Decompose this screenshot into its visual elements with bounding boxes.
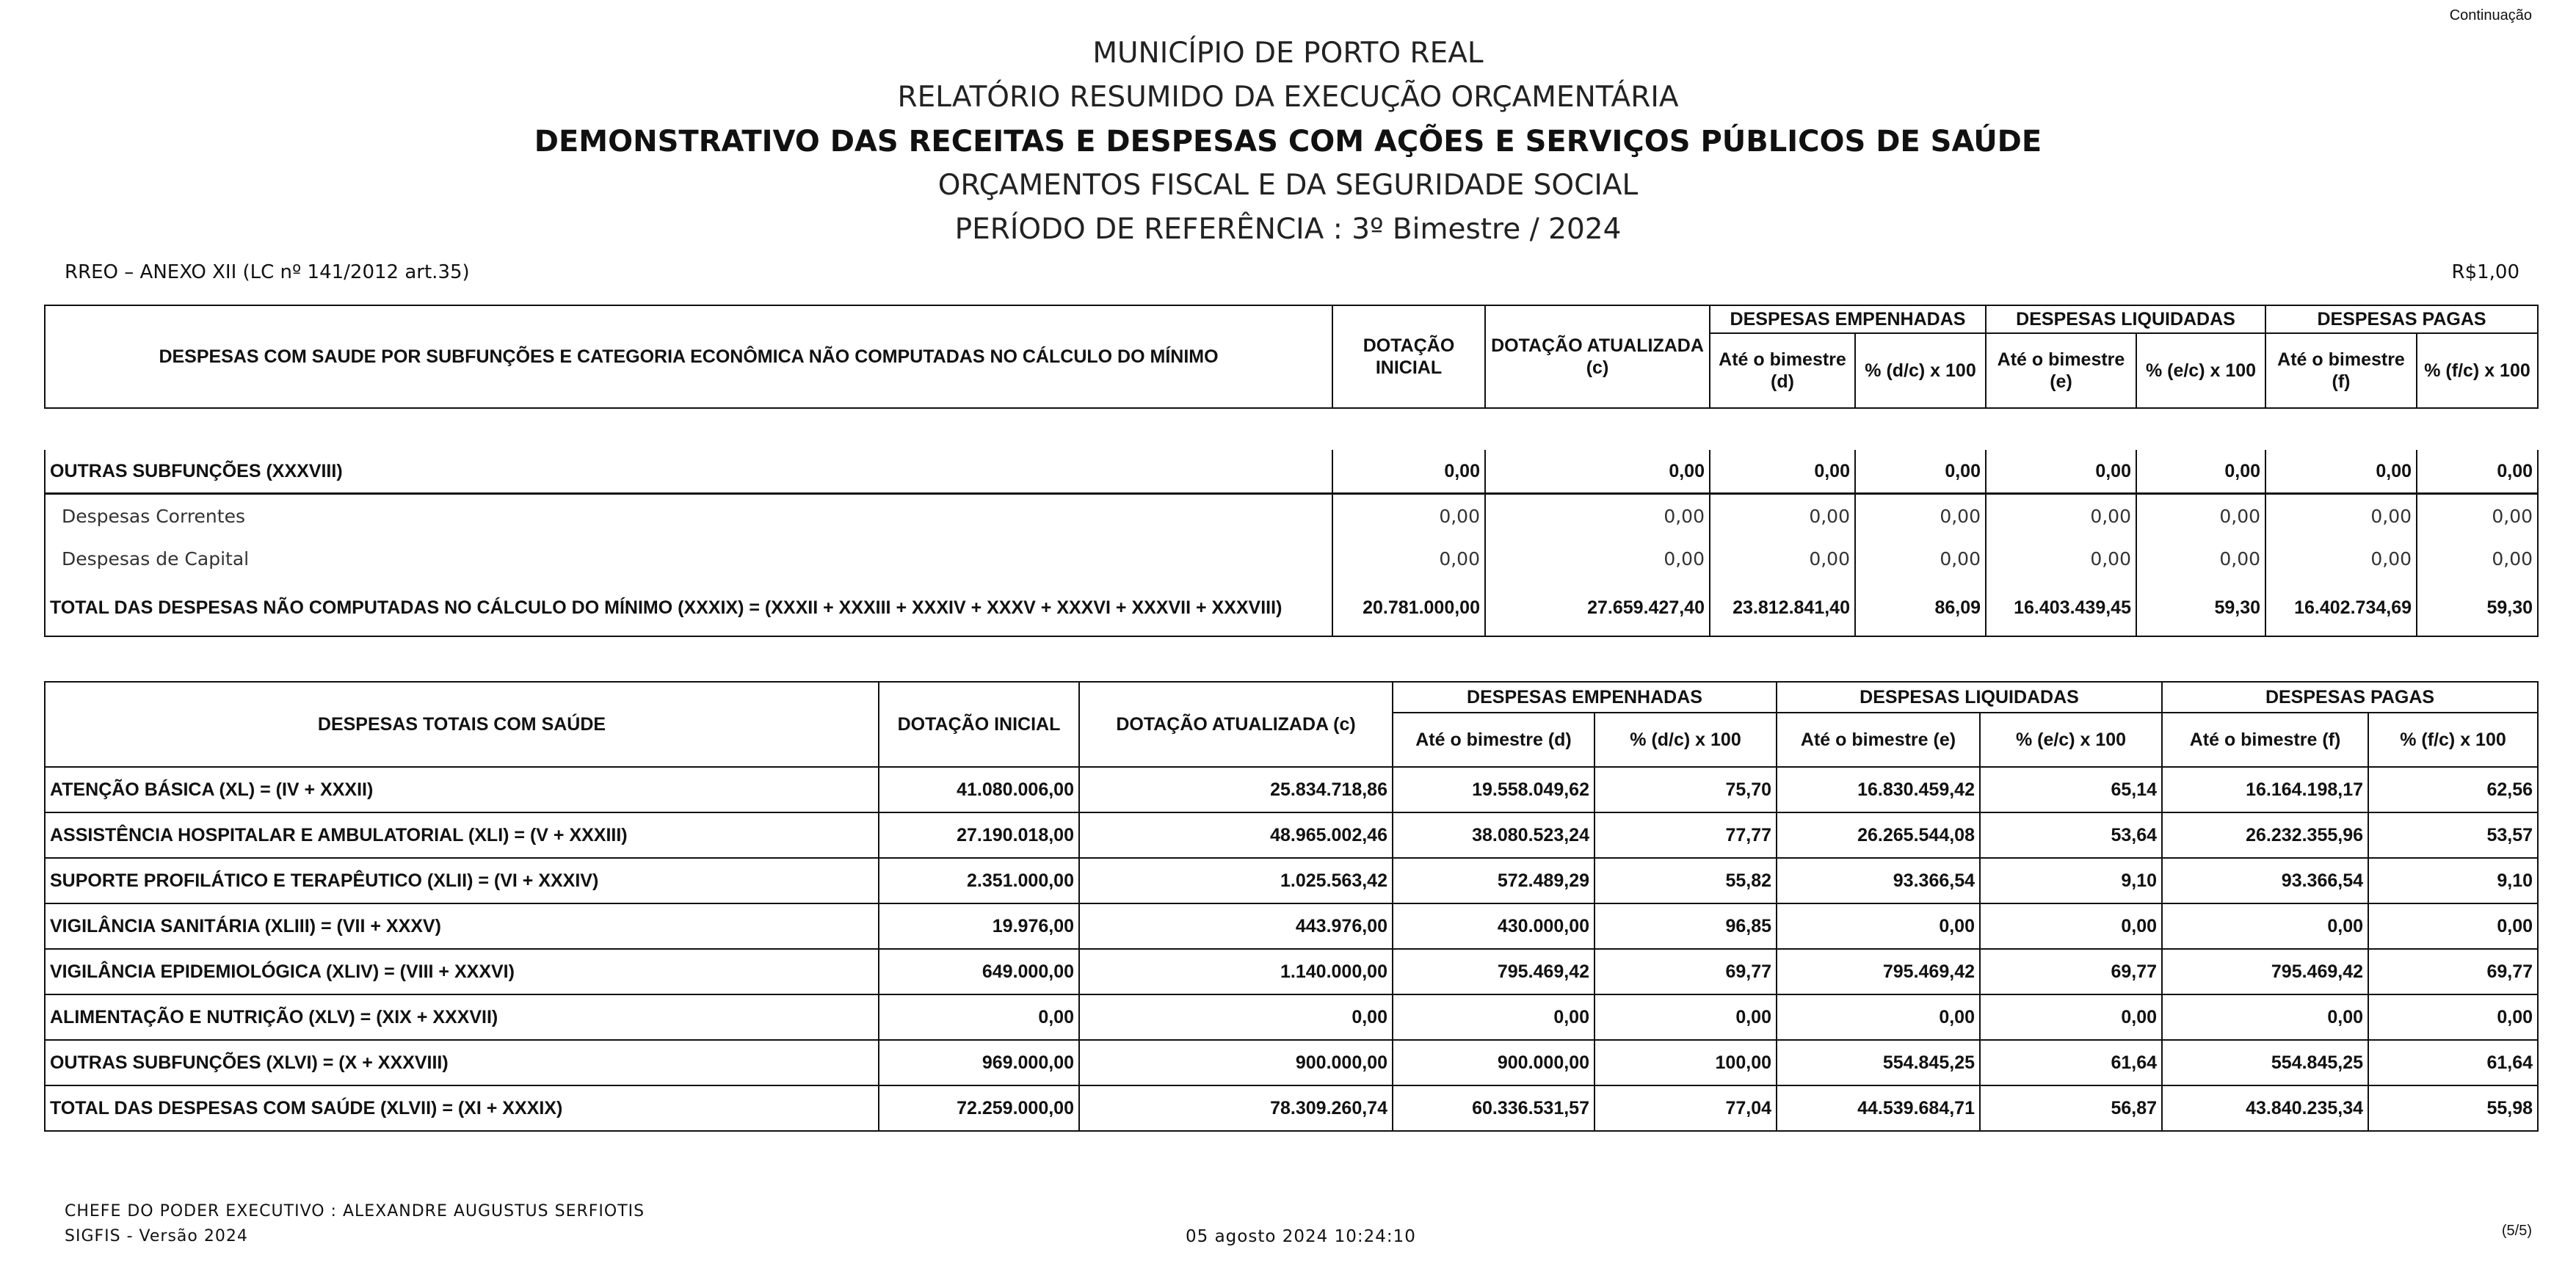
report-title: RELATÓRIO RESUMIDO DA EXECUÇÃO ORÇAMENTÁRIA <box>897 81 1679 114</box>
t2-header-pct-f: % (f/c) x 100 <box>2368 713 2538 767</box>
cell: 795.469,42 <box>2162 949 2368 994</box>
cell: 38.080.523,24 <box>1393 812 1594 858</box>
cell: 62,56 <box>2368 767 2538 812</box>
cell: 93.366,54 <box>2162 858 2368 903</box>
cell: 96,85 <box>1594 903 1777 949</box>
cell: 86,09 <box>1855 580 1986 636</box>
t2-header-empenhadas: DESPESAS EMPENHADAS <box>1393 682 1777 713</box>
cell: 0,00 <box>2136 537 2265 580</box>
table-row <box>45 767 2538 812</box>
t2-header-dotacao-atualizada: DOTAÇÃO ATUALIZADA (c) <box>1079 682 1393 767</box>
cell: 59,30 <box>2417 580 2538 636</box>
cell: 16.402.734,69 <box>2265 580 2417 636</box>
t1-header-dotacao-atualizada: DOTAÇÃO ATUALIZADA (c) <box>1485 305 1710 408</box>
t2-header-ate-f: Até o bimestre (f) <box>2162 713 2368 767</box>
cell: 59,30 <box>2136 580 2265 636</box>
cell: 48.965.002,46 <box>1079 812 1393 858</box>
t1-header-pct-f: % (f/c) x 100 <box>2417 333 2538 408</box>
row-label: VIGILÂNCIA SANITÁRIA (XLIII) = (VII + XXXV) <box>45 903 879 949</box>
t2-header-ate-d: Até o bimestre (d) <box>1393 713 1594 767</box>
cell: 56,87 <box>1980 1085 2162 1131</box>
row-label: ATENÇÃO BÁSICA (XL) = (IV + XXXII) <box>45 767 879 812</box>
table-row <box>45 1085 2538 1131</box>
cell: 572.489,29 <box>1393 858 1594 903</box>
t2-header-pct-e: % (e/c) x 100 <box>1980 713 2162 767</box>
currency-unit: R$1,00 <box>2451 261 2519 283</box>
cell: 0,00 <box>1777 903 1980 949</box>
cell: 0,00 <box>2368 994 2538 1040</box>
cell: 0,00 <box>1986 537 2136 580</box>
cell: 795.469,42 <box>1777 949 1980 994</box>
cell: 0,00 <box>1079 994 1393 1040</box>
budget-title: ORÇAMENTOS FISCAL E DA SEGURIDADE SOCIAL <box>937 169 1639 202</box>
cell: 9,10 <box>2368 858 2538 903</box>
report-datetime: 05 agosto 2024 10:24:10 <box>1186 1227 1416 1246</box>
row-label: ALIMENTAÇÃO E NUTRIÇÃO (XLV) = (XIX + XXXVII) <box>45 994 879 1040</box>
cell: 19.976,00 <box>879 903 1079 949</box>
cell: 77,77 <box>1594 812 1777 858</box>
cell: 649.000,00 <box>879 949 1079 994</box>
total-health-expenses-table <box>44 681 2539 1132</box>
cell: 0,00 <box>1986 450 2136 494</box>
cell: 0,00 <box>879 994 1079 1040</box>
period-title: PERÍODO DE REFERÊNCIA : 3º Bimestre / 2024 <box>954 213 1622 246</box>
t1-header-description: DESPESAS COM SAUDE POR SUBFUNÇÕES E CATEGORIA ECONÔMICA NÃO COMPUTADAS NO CÁLCULO DO MÍNIMO <box>45 305 1332 408</box>
cell: 26.232.355,96 <box>2162 812 2368 858</box>
t1-header-ate-f: Até o bimestre (f) <box>2265 333 2417 408</box>
cell: 0,00 <box>2265 537 2417 580</box>
system-version: SIGFIS - Versão 2024 <box>65 1227 248 1245</box>
municipality-title: MUNICÍPIO DE PORTO REAL <box>1092 37 1484 70</box>
cell: 2.351.000,00 <box>879 858 1079 903</box>
cell: 26.265.544,08 <box>1777 812 1980 858</box>
t1-header-dotacao-inicial: DOTAÇÃO INICIAL <box>1332 305 1485 408</box>
table-row <box>45 903 2538 949</box>
cell: 0,00 <box>2265 494 2417 538</box>
cell: 0,00 <box>2417 537 2538 580</box>
cell: 41.080.006,00 <box>879 767 1079 812</box>
cell: 19.558.049,62 <box>1393 767 1594 812</box>
t2-header-liquidadas: DESPESAS LIQUIDADAS <box>1777 682 2162 713</box>
cell: 55,82 <box>1594 858 1777 903</box>
row-label: TOTAL DAS DESPESAS COM SAÚDE (XLVII) = (XI + XXXIX) <box>45 1085 879 1131</box>
cell: 77,04 <box>1594 1085 1777 1131</box>
cell: 16.164.198,17 <box>2162 767 2368 812</box>
row-label: Despesas de Capital <box>45 537 1332 580</box>
cell: 0,00 <box>1986 494 2136 538</box>
row-label: OUTRAS SUBFUNÇÕES (XLVI) = (X + XXXVIII) <box>45 1040 879 1085</box>
cell: 0,00 <box>1485 537 1710 580</box>
cell: 16.403.439,45 <box>1986 580 2136 636</box>
cell: 795.469,42 <box>1393 949 1594 994</box>
table-row <box>45 994 2538 1040</box>
table-row <box>45 580 2538 636</box>
cell: 0,00 <box>2417 450 2538 494</box>
table-row <box>45 537 2538 580</box>
t2-header-ate-e: Até o bimestre (e) <box>1777 713 1980 767</box>
cell: 60.336.531,57 <box>1393 1085 1594 1131</box>
t1-header-liquidadas: DESPESAS LIQUIDADAS <box>1986 305 2265 333</box>
cell: 55,98 <box>2368 1085 2538 1131</box>
cell: 61,64 <box>2368 1040 2538 1085</box>
annex-label: RREO – ANEXO XII (LC nº 141/2012 art.35) <box>65 261 470 283</box>
cell: 0,00 <box>2136 450 2265 494</box>
cell: 0,00 <box>1710 494 1855 538</box>
cell: 75,70 <box>1594 767 1777 812</box>
continuation-label: Continuação <box>2449 7 2532 23</box>
cell: 16.830.459,42 <box>1777 767 1980 812</box>
cell: 0,00 <box>1855 494 1986 538</box>
cell: 0,00 <box>1855 537 1986 580</box>
cell: 69,77 <box>2368 949 2538 994</box>
row-label: VIGILÂNCIA EPIDEMIOLÓGICA (XLIV) = (VIII + XXXVI) <box>45 949 879 994</box>
cell: 0,00 <box>1980 903 2162 949</box>
cell: 27.190.018,00 <box>879 812 1079 858</box>
cell: 25.834.718,86 <box>1079 767 1393 812</box>
cell: 900.000,00 <box>1079 1040 1393 1085</box>
page-number: (5/5) <box>2501 1223 2532 1239</box>
cell: 65,14 <box>1980 767 2162 812</box>
cell: 0,00 <box>1777 994 1980 1040</box>
cell: 72.259.000,00 <box>879 1085 1079 1131</box>
table-row <box>45 1040 2538 1085</box>
cell: 0,00 <box>1855 450 1986 494</box>
table-row <box>45 949 2538 994</box>
t1-header-empenhadas: DESPESAS EMPENHADAS <box>1710 305 1986 333</box>
cell: 53,64 <box>1980 812 2162 858</box>
cell: 0,00 <box>1485 450 1710 494</box>
t2-header-pagas: DESPESAS PAGAS <box>2162 682 2538 713</box>
cell: 0,00 <box>1332 537 1485 580</box>
cell: 0,00 <box>2368 903 2538 949</box>
t1-header-ate-d: Até o bimestre (d) <box>1710 333 1855 408</box>
row-label: OUTRAS SUBFUNÇÕES (XXXVIII) <box>45 450 1332 494</box>
executive-chief: CHEFE DO PODER EXECUTIVO : ALEXANDRE AUGUSTUS SERFIOTIS <box>65 1202 645 1220</box>
cell: 78.309.260,74 <box>1079 1085 1393 1131</box>
cell: 0,00 <box>1393 994 1594 1040</box>
table-row <box>45 494 2538 538</box>
row-label: Despesas Correntes <box>45 494 1332 538</box>
t1-header-pct-e: % (e/c) x 100 <box>2136 333 2265 408</box>
t2-header-description: DESPESAS TOTAIS COM SAÚDE <box>45 682 879 767</box>
statement-title: DEMONSTRATIVO DAS RECEITAS E DESPESAS COM AÇÕES E SERVIÇOS PÚBLICOS DE SAÚDE <box>534 125 2042 159</box>
cell: 20.781.000,00 <box>1332 580 1485 636</box>
cell: 0,00 <box>2136 494 2265 538</box>
cell: 1.140.000,00 <box>1079 949 1393 994</box>
cell: 0,00 <box>1485 494 1710 538</box>
cell: 23.812.841,40 <box>1710 580 1855 636</box>
cell: 53,57 <box>2368 812 2538 858</box>
cell: 969.000,00 <box>879 1040 1079 1085</box>
t1-header-pct-d: % (d/c) x 100 <box>1855 333 1986 408</box>
t1-header-ate-e: Até o bimestre (e) <box>1986 333 2136 408</box>
table-row <box>45 858 2538 903</box>
cell: 93.366,54 <box>1777 858 1980 903</box>
cell: 0,00 <box>2417 494 2538 538</box>
cell: 430.000,00 <box>1393 903 1594 949</box>
cell: 0,00 <box>2162 994 2368 1040</box>
cell: 0,00 <box>1332 450 1485 494</box>
table-row <box>45 450 2538 494</box>
cell: 554.845,25 <box>2162 1040 2368 1085</box>
cell: 0,00 <box>1594 994 1777 1040</box>
cell: 554.845,25 <box>1777 1040 1980 1085</box>
cell: 100,00 <box>1594 1040 1777 1085</box>
t2-header-dotacao-inicial: DOTAÇÃO INICIAL <box>879 682 1079 767</box>
cell: 443.976,00 <box>1079 903 1393 949</box>
cell: 61,64 <box>1980 1040 2162 1085</box>
cell: 0,00 <box>1710 537 1855 580</box>
non-computed-expenses-table <box>44 305 2539 637</box>
cell: 0,00 <box>1980 994 2162 1040</box>
cell: 0,00 <box>2162 903 2368 949</box>
cell: 900.000,00 <box>1393 1040 1594 1085</box>
t1-header-pagas: DESPESAS PAGAS <box>2265 305 2538 333</box>
table-row <box>45 812 2538 858</box>
cell: 44.539.684,71 <box>1777 1085 1980 1131</box>
cell: 27.659.427,40 <box>1485 580 1710 636</box>
row-label: SUPORTE PROFILÁTICO E TERAPÊUTICO (XLII) = (VI + XXXIV) <box>45 858 879 903</box>
cell: 43.840.235,34 <box>2162 1085 2368 1131</box>
cell: 0,00 <box>1332 494 1485 538</box>
cell: 0,00 <box>2265 450 2417 494</box>
cell: 69,77 <box>1980 949 2162 994</box>
cell: 9,10 <box>1980 858 2162 903</box>
cell: 0,00 <box>1710 450 1855 494</box>
row-label: ASSISTÊNCIA HOSPITALAR E AMBULATORIAL (XLI) = (V + XXXIII) <box>45 812 879 858</box>
cell: 1.025.563,42 <box>1079 858 1393 903</box>
t2-header-pct-d: % (d/c) x 100 <box>1594 713 1777 767</box>
t1-spacer <box>45 408 2538 450</box>
row-label: TOTAL DAS DESPESAS NÃO COMPUTADAS NO CÁLCULO DO MÍNIMO (XXXIX) = (XXXII + XXXIII + XXXIV + XXXV + XXXVI + XXXVII + XXXVIII) <box>45 580 1332 636</box>
cell: 69,77 <box>1594 949 1777 994</box>
